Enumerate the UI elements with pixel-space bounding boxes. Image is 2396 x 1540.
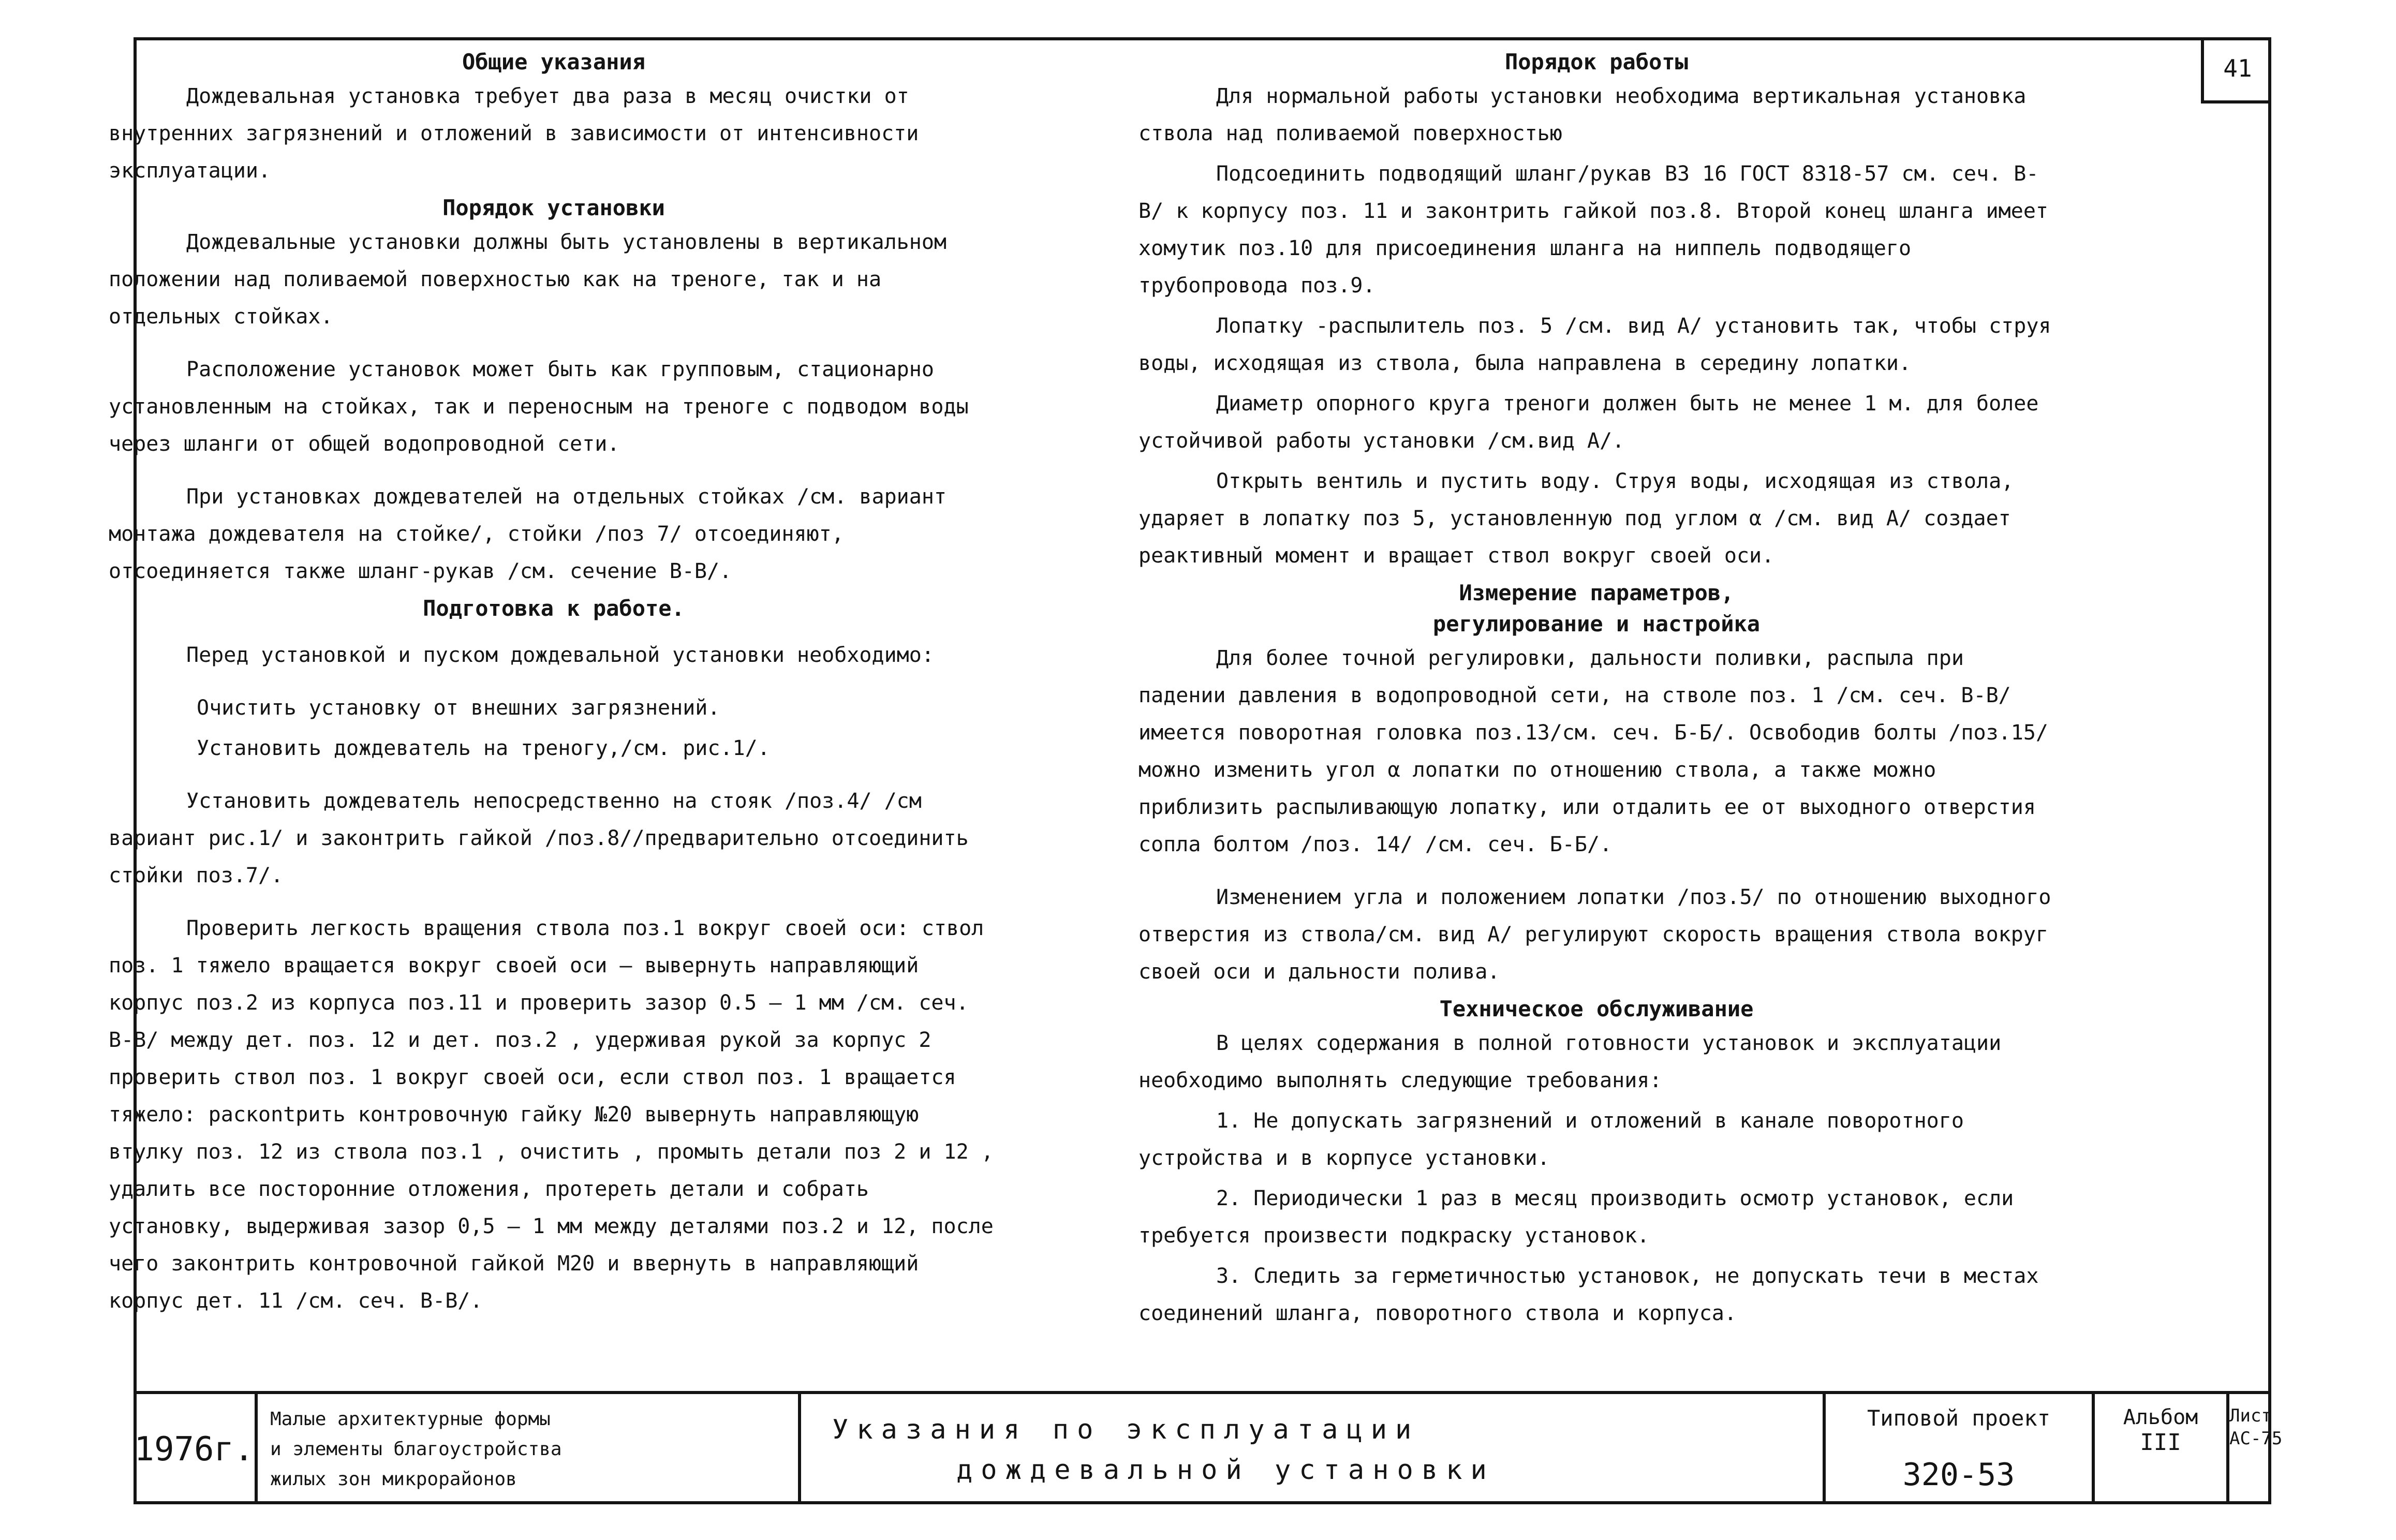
project-label: Типовой проект (1867, 1405, 2050, 1431)
document-title-cell (801, 1394, 1826, 1504)
install-paragraph-3: При установках дождевателей на отдельных стойках /см. вариант монтажа дождевателя на стойке/, стойки /поз 7/ отсоединяют, отсоединяется также шланг-рукав /см. сечение В-В/. (109, 485, 947, 583)
prep-paragraph-2: Установить дождеватель непосредственно на стояк /поз.4/ /см вариант рис.1/ и законтрить гайкой /поз.8//предварительно отсоединить стойки поз.7/. (109, 789, 969, 887)
heading-prep: Подготовка к работе. (423, 596, 685, 621)
right-column (1138, 47, 2054, 1335)
year-cell: 1976г. (134, 1394, 258, 1504)
org-line-1: Малые архитектурные формы (270, 1409, 551, 1430)
heading-service: Техническое обслуживание (1439, 996, 1754, 1021)
organization-cell (258, 1394, 801, 1504)
install-paragraph-2: Расположение установок может быть как групповым, стационарно установленным на стойках, так и переносным на треноге с подводом воды через шланги от общей водопроводной сети. (109, 358, 969, 456)
album-value: III (2140, 1429, 2181, 1456)
heading-measure-1: Измерение параметров, (1459, 580, 1734, 605)
service-item-2: 2. Периодически 1 раз в месяц производить осмотр установок, если требуется произвести подкраску установок. (1138, 1187, 2014, 1248)
service-item-3: 3. Следить за герметичностью установок, не допускать течи в местах соединений шланга, поворотного ствола и корпуса. (1138, 1264, 2039, 1325)
sheet-cell (2229, 1394, 2283, 1504)
service-item-1: 1. Не допускать загрязнений и отложений в канале поворотного устройства и в корпусе установки. (1138, 1109, 1964, 1170)
prep-paragraph-3: Проверить легкость вращения ствола поз.1 вокруг своей оси: ствол поз. 1 тяжело вращается вокруг своей оси – вывернуть направляющий корпус поз.2 из корпуса поз.11 и проверить зазор 0.5 – 1 мм /см. сеч. В-В/ между дет. поз. 12 и дет. поз.2 , удерживая рукой за корпус 2 проверить ствол поз. 1 вокруг своей оси, если ствол поз. 1 вращается тяжело: раскontрить контровочную гайку №20 вывернуть направляющую втулку поз. 12 из ствола поз.1 , очистить , промыть детали поз 2 и 12 , удалить все посторонние отложения, протереть детали и собрать установку, выдерживая зазор 0,5 – 1 мм между деталями поз.2 и 12, после чего законтрить контровочной гайкой М20 и ввернуть в направляющий корпус дет. 11 /см. сеч. В-В/. (109, 916, 994, 1313)
work-paragraph-3: Лопатку -распылитель поз. 5 /см. вид А/ установить так, чтобы струя воды, исходящая из ствола, была направлена в середину лопатки. (1138, 314, 2051, 375)
work-paragraph-2: Подсоединить подводящий шланг/рукав В3 16 ГОСТ 8318-57 см. сеч. В-В/ к корпусу поз. 11 и законтрить гайкой поз.8. Второй конец шланга имеет хомутик поз.10 для присоединения шланга на ниппель подводящего трубопровода поз.9. (1138, 162, 2048, 298)
general-text: Дождевальная установка требует два раза в месяц очистки от внутренних загрязнений и отложений в зависимости от интенсивности эксплуатации. (109, 84, 919, 183)
work-paragraph-1: Для нормальной работы установки необходима вертикальная установка ствола над поливаемой поверхностью (1138, 84, 2027, 145)
measure-paragraph-2: Изменением угла и положением лопатки /поз.5/ по отношению выходного отверстия из ствола/см. вид А/ регулируют скорость вращения ствола вокруг своей оси и дальности полива. (1138, 885, 2051, 984)
heading-install: Порядок установки (442, 195, 665, 220)
title-line-1: Указания по эксплуатации (832, 1414, 1420, 1445)
album-cell (2095, 1394, 2229, 1504)
heading-measure-2: регулирование и настройка (1432, 611, 1761, 636)
prep-item-2: Установить дождеватель на треногу,/см. рис.1/. (197, 736, 770, 760)
measure-paragraph-1: Для более точной регулировки, дальности поливки, распыла при падении давления в водопроводной сети, на стволе поз. 1 /см. сеч. В-В/ имеется поворотная головка поз.13/см. сеч. Б-Б/. Освободив болты /поз.15/ можно изменить угол α лопатки по отношению ствола, а также можно приблизить распыливающую лопатку, или отдалить ее от выходного отверстия сопла болтом /поз. 14/ /см. сеч. Б-Б/. (1138, 646, 2048, 856)
work-paragraph-5: Открыть вентиль и пустить воду. Струя воды, исходящая из ствола, ударяет в лопатку поз 5, установленную под углом α /см. вид А/ создает реактивный момент и вращает ствол вокруг своей оси. (1138, 469, 2014, 568)
heading-work: Порядок работы (1504, 49, 1688, 75)
title-line-2: дождевальной установки (956, 1455, 1495, 1486)
sheet-value: АС-75 (2229, 1428, 2283, 1449)
project-value: 320-53 (1902, 1457, 2015, 1493)
prep-paragraph-1: Перед установкой и пуском дождевальной установки необходимо: (186, 643, 934, 667)
org-line-3: жилых зон микрорайонов (270, 1469, 517, 1490)
install-paragraph-1: Дождевальные установки должны быть установлены в вертикальном положении над поливаемой поверхностью как на треноге, так и на отдельных стойках. (109, 230, 947, 329)
work-paragraph-4: Диаметр опорного круга треноги должен быть не менее 1 м. для более устойчивой работы установки /см.вид А/. (1138, 392, 2039, 453)
sheet-number: 41 (2201, 37, 2271, 103)
project-cell (1826, 1394, 2095, 1504)
prep-item-1: Очистить установку от внешних загрязнений. (197, 696, 720, 720)
heading-general: Общие указания (462, 49, 645, 75)
service-paragraph-1: В целях содержания в полной готовности установок и эксплуатации необходимо выполнять следующие требования: (1138, 1031, 2002, 1092)
album-label: Альбом (2123, 1405, 2198, 1429)
title-block (134, 1391, 2283, 1504)
left-column (109, 47, 999, 1323)
org-line-2: и элементы благоустройства (270, 1439, 562, 1460)
sheet-label: Лист (2229, 1405, 2272, 1426)
